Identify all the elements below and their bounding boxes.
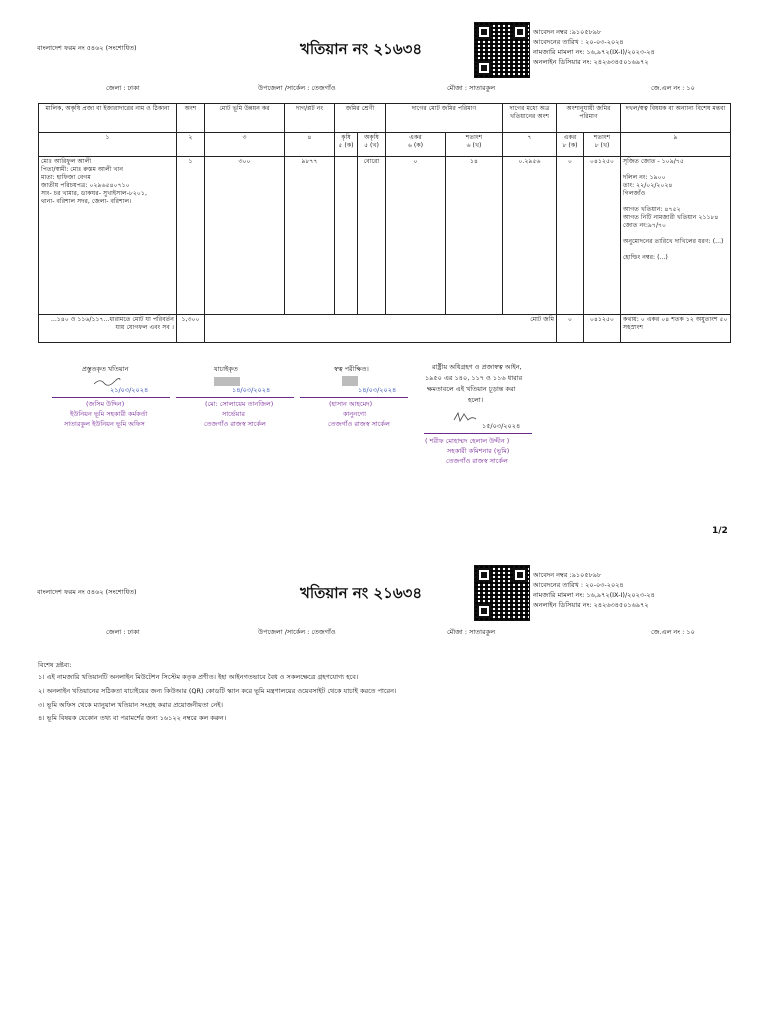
sub-ekor-label: একর [409, 134, 422, 141]
jl-number-label: জে.এল নং : ১০ [651, 84, 695, 92]
sub-shotangsho-label: শতাংশ [465, 134, 483, 141]
table-subheader-row [39, 133, 731, 157]
approval-text-line: হলো। [468, 396, 484, 404]
remarks-cell [621, 157, 731, 315]
sub-krishi-label: কৃষি [341, 134, 351, 141]
signature-stamp-icon [214, 377, 240, 386]
sub-dag-ekor [386, 133, 446, 157]
sub-krishi [335, 133, 358, 157]
table-row [39, 157, 731, 315]
approval-text-line: রাষ্ট্রীয় অধিগ্রহণ ও প্রজাস্বত্ব আইন, [432, 363, 522, 371]
portion-cell: ০.২৯৫৬ [503, 157, 557, 315]
signature-role: যাচাইকৃত [214, 365, 238, 373]
signature-role: প্রস্তুতকৃত খতিয়ান [82, 365, 129, 373]
footer-total-label: মোট জমি [205, 315, 557, 343]
approval-name: ( শরীফ মোহাম্মদ হেলাল উদ্দীন ) [425, 437, 510, 445]
remarks-line: গিলজাঁও [623, 190, 646, 197]
remarks-line: অনুমোদনের তারিখে দাখিলের ধরণ: (...) [623, 238, 724, 245]
signature-role: স্বত্ব পরীক্ষিত। [334, 365, 369, 373]
dag-shotangsho-cell: ১৪ [446, 157, 503, 315]
signature-designation: সার্ভেয়ার [222, 410, 245, 418]
application-number: আবেদন নম্বর :৯১০৫৮৯৮ [533, 571, 602, 579]
sub-8ka: ৮ (ক) [562, 142, 578, 149]
header-dag: দাগ/প্লট নং [285, 104, 335, 133]
signature-date: ১৪/০৩/২০২৪ [358, 386, 397, 394]
header-dag-total: দাগের মোট জমির পরিমাণ [386, 104, 503, 133]
district-label: জেলা : ঢাকা [106, 84, 140, 92]
mouza-label: মৌজা : সাতারকুল [447, 84, 496, 92]
signature-line [52, 397, 170, 398]
application-date: আবেদনের তারিখ : ২০-০৩-২০২৪ [533, 581, 624, 589]
sub-6ka: ৬ (ক) [407, 142, 424, 149]
note-item: ৪। ভূমি বিষয়ক যেকোন তথ্য বা পরামর্শের জন্য ১৬১২২ নম্বরে কল করুন। [38, 714, 227, 722]
col-num-2: ২ [177, 133, 205, 157]
owner-address-1: সাং- চর খামার, ডাকঘর- সুখাইসাল-৮২০১, [41, 190, 147, 197]
col-num-4: ৪ [285, 133, 335, 157]
sub-akrishi-label: অকৃষি [364, 134, 379, 141]
khatian-table [38, 103, 731, 343]
dag-ekor-cell: ০ [386, 157, 446, 315]
tax-cell: ৩০০ [205, 157, 285, 315]
approval-designation: সহকারী কমিশনার (ভূমি) [447, 447, 510, 455]
mouza-label: মৌজা : সাতারকুল [447, 628, 496, 636]
upazila-label: উপজেলা /সার্কেল : তেজগাঁও [258, 628, 336, 636]
note-item: ২। অনলাইন খতিয়ানের সঠিকতা যাচাইয়ের জন্য কিউআর (QR) কোডটি স্ক্যান করে ভূমি মন্ত্রণালয়ের ওয়েবসাইট থেকে যাচাই করতে পারেন। [38, 687, 397, 695]
sub-8kha: ৮ (খ) [594, 142, 610, 149]
footer-total-tax: ১,৩০০ [177, 315, 205, 343]
jl-number-label: জে.এল নং : ১০ [651, 628, 695, 636]
khatian-title: খতিয়ান নং ২১৬৩৪ [300, 40, 423, 58]
sub-dag-shotangsho [446, 133, 503, 157]
qr-code-icon[interactable] [474, 22, 530, 78]
signature-line [176, 397, 294, 398]
application-date: আবেদনের তারিখ : ২০-০৩-২০২৪ [533, 38, 624, 46]
sub-akrishi [358, 133, 386, 157]
signature-date: ২১/০৩/২০২৪ [110, 386, 149, 394]
owner-nid: জাতীয় পরিচয়পত্র: ০২৯৬৫৪০৭১০ [41, 182, 130, 189]
header-remarks: দখল/স্বত্ব বিষয়ক বা অন্যান্য বিশেষ মন্তব্য [621, 104, 731, 133]
krishi-cell [335, 157, 358, 315]
form-number: বাংলাদেশ ফরম নং ৫৪৬২ (সংশোধিত) [37, 44, 137, 52]
signature-scribble-icon [452, 410, 478, 424]
form-number: বাংলাদেশ ফরম নং ৫৪৬২ (সংশোধিত) [37, 588, 137, 596]
table-footer-row [39, 315, 731, 343]
note-item: ৩। ভূমি অফিস থেকে ম্যানুয়াল খতিয়ান সংগ্রহ করার প্রয়োজনীয়তা নেই। [38, 701, 223, 709]
online-dcr-number: অনলাইন ডিসিয়ার নং: ২৪২৬৩৪৫০১৬৯৭২ [533, 601, 649, 609]
district-label: জেলা : ঢাকা [106, 628, 140, 636]
header-amount: অংশানুযায়ী জমির পরিমাণ [557, 104, 621, 133]
page-number: 1/2 [712, 526, 728, 536]
remarks-line: তাং: ২২/০২/২০২৪ [623, 182, 673, 189]
mutation-case-number: নামজারি মামলা নং: ১৬,৯৭২(IX-I)/২০২৩-২৪ [533, 591, 655, 599]
remarks-line [623, 246, 728, 254]
header-owner: মালিক, অকৃষি প্রজা বা ইজারাদারের নাম ও ঠিকানা [39, 104, 177, 133]
remarks-line [623, 198, 728, 206]
header-portion: দাগের মধ্যে অত্র খতিয়ানের অংশ [503, 104, 557, 133]
table-header-row [39, 104, 731, 133]
sub-amt-shotangsho [584, 133, 621, 157]
remarks-line [623, 166, 728, 174]
header-share: অংশ [177, 104, 205, 133]
approval-text-line: ক্ষমতাবলে এই খতিয়ান চূড়ান্ত করা [427, 385, 516, 393]
upazila-label: উপজেলা /সার্কেল : তেজগাঁও [258, 84, 336, 92]
approval-date: ১৫/০৩/২০২৪ [482, 422, 521, 430]
remarks-line: দলিল নং: ১৯০০ [623, 174, 666, 181]
note-item: ১। এই নামজারি খতিয়ানটি অনলাইন মিউটেশন সিস্টেম কতৃক প্রণীত। ইহা আইনগতভাবে বৈধ ও সকলক্ষেত্রে গ্রহণযোগ্য হবে। [38, 673, 359, 681]
application-number: আবেদন নম্বর :৯১০৫৮৯৮ [533, 28, 602, 36]
approval-text-line: ১৯৫০ এর ১৪০, ১১৭ ও ১১৬ ধারার [425, 374, 523, 382]
dag-cell: ৯৮৭৭ [285, 157, 335, 315]
signature-office: তেজগাঁও রাজস্ব সার্কেল [204, 420, 266, 428]
signature-name: (জসিম উদ্দিন) [86, 400, 125, 408]
col-num-9: ৯ [621, 133, 731, 157]
sub-shotangsho-label-2: শতাংশ [593, 134, 611, 141]
qr-code-icon[interactable] [474, 565, 530, 621]
remarks-line: হোল্ডিং নম্বর: (...) [623, 254, 668, 261]
owner-mother: মাতা: হাফিজা বেগম [41, 174, 91, 181]
owner-cell [39, 157, 177, 315]
share-cell: ১ [177, 157, 205, 315]
signature-date: ১৪/০৩/২০২৪ [232, 386, 271, 394]
khatian-title: খতিয়ান নং ২১৬৩৪ [300, 584, 423, 602]
sub-ekor-label-2: একর [563, 134, 577, 141]
sub-5kha: ৫ (খ) [364, 142, 379, 149]
notes-title: বিশেষ দ্রষ্টব্য: [38, 661, 72, 669]
approval-office: তেজগাঁও রাজস্ব সার্কেল [446, 457, 508, 465]
remarks-line [623, 230, 728, 238]
signature-designation: ইউনিয়ন ভূমি সহকারী কর্মকর্তা [70, 410, 148, 418]
footer-words: কথায়: ০ একর ০৪ শতক ১২ অযুতাংশ ৫০ সহস্রাংশ [621, 315, 731, 343]
mutation-case-number: নামজারি মামলা নং: ১৬,৯৭২(IX-I)/২০২৩-২৪ [533, 48, 655, 56]
amt-ekor-cell: ০ [557, 157, 584, 315]
header-tax: মোট ভূমি উন্নয়ন কর [205, 104, 285, 133]
remarks-line: আগত নিটি নামজারী খতিয়ান ২১১৮৪ জোত নং:৯৭/৭০ [623, 214, 719, 229]
col-num-1: ১ [39, 133, 177, 157]
class-cell: বোরো [358, 157, 386, 315]
signature-stamp-icon [342, 376, 358, 386]
signature-line [300, 397, 408, 398]
header-class: জমির শ্রেণী [335, 104, 386, 133]
amt-shotangsho-cell: ০৪১২৫০ [584, 157, 621, 315]
signature-line [424, 433, 532, 434]
footer-text: ...১৪০ ও ১১৬/১১৭...ধারামতে মোট যা পরিবর্তন যায় যোগফল এবং সব । [39, 315, 177, 343]
sub-5ka: ৫ (ক) [338, 142, 354, 149]
sub-6kha: ৬ (খ) [466, 142, 482, 149]
footer-ekor: ০ [557, 315, 584, 343]
owner-address-2: থানা- বরিশাল সদর, জেলা- বরিশাল। [41, 198, 132, 205]
signature-office: তেজগাঁও রাজস্ব সার্কেল [328, 420, 390, 428]
signature-name: (হাসান আহমেদ) [329, 400, 373, 408]
remarks-line: আগত খতিয়ান: ৪৭৫২ [623, 206, 681, 213]
col-num-7: ৭ [503, 133, 557, 157]
signature-office: সাতারকুল ইউনিয়ন ভূমি অফিস [64, 420, 145, 428]
owner-name: মোঃ আরিফুল আলী [41, 158, 92, 165]
signature-name: (মো: সোলায়েম তানজিল) [205, 400, 274, 408]
sub-amt-ekor [557, 133, 584, 157]
col-num-3: ৩ [205, 133, 285, 157]
remarks-line: সৃজিত জোত - ১০৯/৭৫ [623, 158, 684, 165]
footer-shotangsho: ০৪১২৫০ [584, 315, 621, 343]
signature-designation: কানুনগো [343, 410, 366, 418]
owner-father: পিতা/স্বামী: মোঃ রুস্তম আলী খান [41, 166, 124, 173]
online-dcr-number: অনলাইন ডিসিয়ার নং: ২৪২৬৩৪৫০১৬৯৭২ [533, 58, 649, 66]
